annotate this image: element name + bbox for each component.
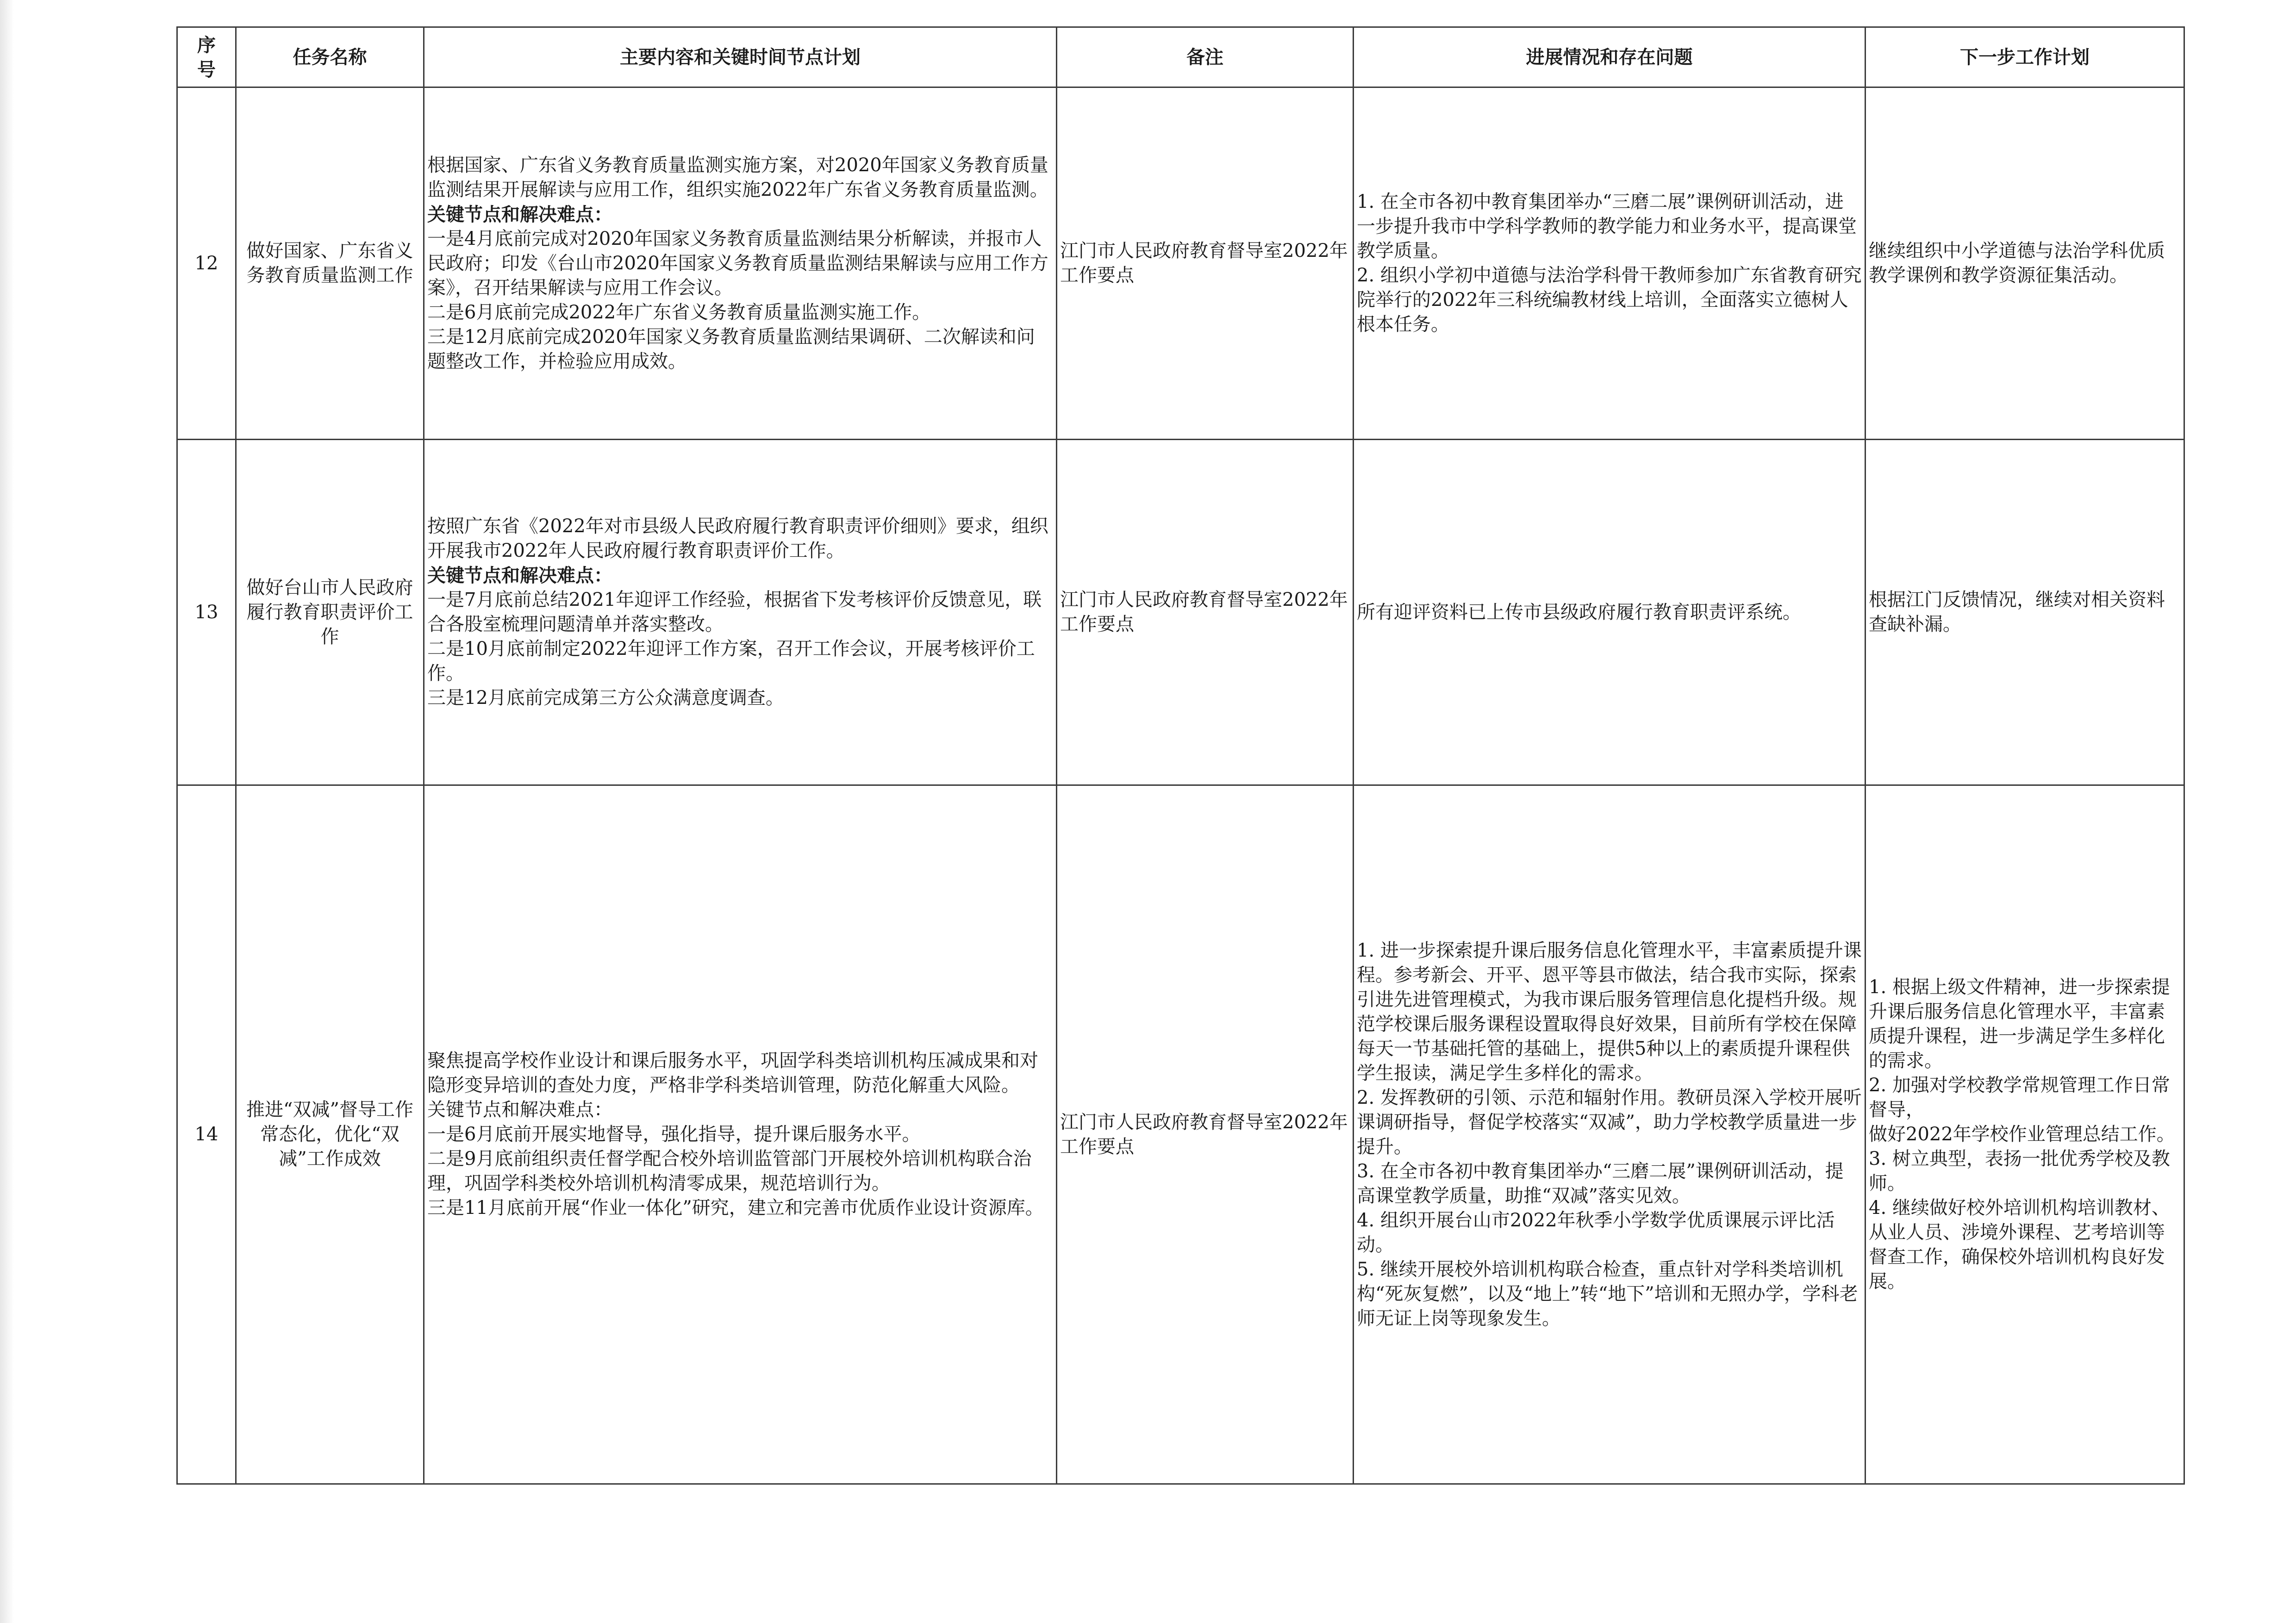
key-point: 三是11月底前开展“作业一体化”研究，建立和完善市优质作业设计资源库。 xyxy=(427,1197,1044,1219)
next-plan-item: 3. 树立典型，表扬一批优秀学校及教师。 xyxy=(1869,1148,2170,1194)
table-row xyxy=(177,785,2184,1484)
header-no-line-2: 号 xyxy=(197,58,216,81)
header-task-name: 任务名称 xyxy=(236,27,424,87)
row-number: 13 xyxy=(177,440,236,785)
progress-item: 1. 进一步探索提升课后服务信息化管理水平，丰富素质提升课程。参考新会、开平、恩平等县市做法，结合我市实际，探索引进先进管理模式，为我市课后服务管理信息化提档升级。规范学校课后服务课程设置取得良好效果，目前所有学校在保障每天一节基础托管的基础上，提供5种以上的素质提升课程供学生报读，满足学生多样化的需求。 xyxy=(1357,939,1862,1084)
scan-page-edge xyxy=(0,0,14,1623)
content-cell xyxy=(424,785,1057,1484)
key-point: 一是7月底前总结2021年迎评工作经验，根据省下发考核评价反馈意见，联合各股室梳理问题清单并落实整改。 xyxy=(427,589,1042,635)
task-name: 做好台山市人民政府履行教育职责评价工作 xyxy=(236,440,424,785)
task-name: 推进“双减”督导工作常态化，优化“双减”工作成效 xyxy=(236,785,424,1484)
task-name: 做好国家、广东省义务教育质量监测工作 xyxy=(236,87,424,440)
key-points-label: 关键节点和解决难点： xyxy=(427,1099,612,1120)
content-intro: 聚焦提高学校作业设计和课后服务水平，巩固学科类培训机构压减成果和对隐形变异培训的查处力度，严格非学科类培训管理，防范化解重大风险。 xyxy=(427,1050,1038,1096)
work-plan-table xyxy=(176,26,2185,1485)
key-point: 二是9月底前组织责任督学配合校外培训监管部门开展校外培训机构联合治理，巩固学科类校外培训机构清零成果，规范培训行为。 xyxy=(427,1148,1032,1194)
next-plan-item: 根据江门反馈情况，继续对相关资料查缺补漏。 xyxy=(1869,589,2165,635)
next-plan-item: 做好2022年学校作业管理总结工作。 xyxy=(1869,1124,2175,1145)
key-point: 三是12月底前完成第三方公众满意度调查。 xyxy=(427,687,784,709)
key-point: 一是6月底前开展实地督导，强化指导，提升课后服务水平。 xyxy=(427,1124,921,1145)
row-number: 14 xyxy=(177,785,236,1484)
progress-cell xyxy=(1354,785,1866,1484)
progress-cell xyxy=(1354,87,1866,440)
progress-item: 3. 在全市各初中教育集团举办“三磨二展”课例研训活动，提高课堂教学质量，助推“双减”落实见效。 xyxy=(1357,1160,1844,1206)
header-next-plan: 下一步工作计划 xyxy=(1866,27,2184,87)
remark-cell: 江门市人民政府教育督导室2022年工作要点 xyxy=(1057,440,1354,785)
header-no-line-1: 序 xyxy=(197,34,216,56)
table-header-row xyxy=(177,27,2184,87)
progress-item: 1. 在全市各初中教育集团举办“三磨二展”课例研训活动，进一步提升我市中学科学教师的教学能力和业务水平，提高课堂教学质量。 xyxy=(1357,191,1857,261)
header-remark: 备注 xyxy=(1057,27,1354,87)
header-no xyxy=(177,27,236,87)
key-point: 三是12月底前完成2020年国家义务教育质量监测结果调研、二次解读和问题整改工作，并检验应用成效。 xyxy=(427,326,1035,372)
progress-cell xyxy=(1354,440,1866,785)
content-cell xyxy=(424,87,1057,440)
remark-cell: 江门市人民政府教育督导室2022年工作要点 xyxy=(1057,785,1354,1484)
progress-item: 5. 继续开展校外培训机构联合检查，重点针对学科类培训机构“死灰复燃”，以及“地上”转“地下”培训和无照办学，学科老师无证上岗等现象发生。 xyxy=(1357,1258,1858,1329)
row-number: 12 xyxy=(177,87,236,440)
header-content: 主要内容和关键时间节点计划 xyxy=(424,27,1057,87)
next-plan-cell xyxy=(1866,440,2184,785)
next-plan-item: 2. 加强对学校教学常规管理工作日常督导， xyxy=(1869,1075,2170,1120)
content-intro: 按照广东省《2022年对市县级人民政府履行教育职责评价细则》要求，组织开展我市2022年人民政府履行教育职责评价工作。 xyxy=(427,516,1048,561)
key-points-label: 关键节点和解决难点： xyxy=(427,203,612,225)
content-intro: 根据国家、广东省义务教育质量监测实施方案，对2020年国家义务教育质量监测结果开展解读与应用工作，组织实施2022年广东省义务教育质量监测。 xyxy=(427,154,1048,200)
next-plan-item: 继续组织中小学道德与法治学科优质教学课例和教学资源征集活动。 xyxy=(1869,240,2165,286)
key-point: 一是4月底前完成对2020年国家义务教育质量监测结果分析解读，并报市人民政府；印发《台山市2020年国家义务教育质量监测结果解读与应用工作方案》，召开结果解读与应用工作会议。 xyxy=(427,228,1048,298)
header-progress: 进展情况和存在问题 xyxy=(1354,27,1866,87)
next-plan-cell xyxy=(1866,87,2184,440)
content-cell xyxy=(424,440,1057,785)
key-point: 二是10月底前制定2022年迎评工作方案，召开工作会议，开展考核评价工作。 xyxy=(427,638,1035,684)
next-plan-item: 4. 继续做好校外培训机构培训教材、从业人员、涉境外课程、艺考培训等督查工作，确保校外培训机构良好发展。 xyxy=(1869,1197,2170,1292)
progress-item: 2. 发挥教研的引领、示范和辐射作用。教研员深入学校开展听课调研指导，督促学校落实“双减”，助力学校教学质量进一步提升。 xyxy=(1357,1087,1862,1157)
table-row xyxy=(177,440,2184,785)
next-plan-item: 1. 根据上级文件精神，进一步探索提升课后服务信息化管理水平，丰富素质提升课程，进一步满足学生多样化的需求。 xyxy=(1869,976,2170,1071)
key-point: 二是6月底前完成2022年广东省义务教育质量监测实施工作。 xyxy=(427,301,931,323)
progress-item: 所有迎评资料已上传市县级政府履行教育职责评系统。 xyxy=(1357,601,1801,623)
table-row xyxy=(177,87,2184,440)
progress-item: 4. 组织开展台山市2022年秋季小学数学优质课展示评比活动。 xyxy=(1357,1209,1835,1256)
progress-item: 2. 组织小学初中道德与法治学科骨干教师参加广东省教育研究院举行的2022年三科统编教材线上培训，全面落实立德树人根本任务。 xyxy=(1357,265,1862,335)
key-points-label: 关键节点和解决难点： xyxy=(427,565,612,586)
remark-cell: 江门市人民政府教育督导室2022年工作要点 xyxy=(1057,87,1354,440)
next-plan-cell xyxy=(1866,785,2184,1484)
